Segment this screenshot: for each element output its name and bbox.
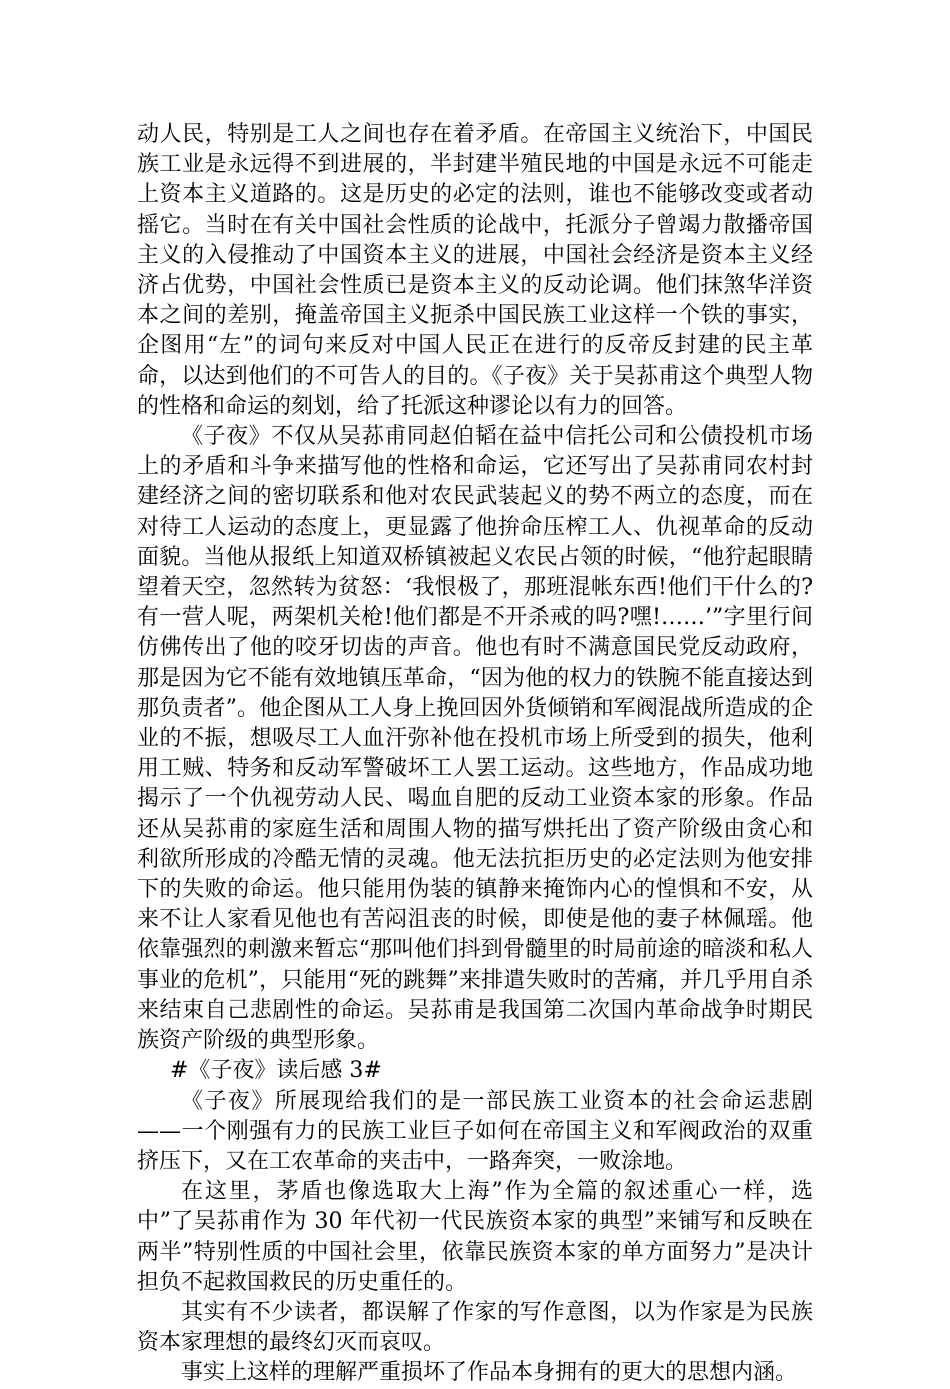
paragraph-1: 动人民，特别是工人之间也存在着矛盾。在帝国主义统治下，中国民族工业是永远得不到进展的，半封建半殖民地的中国是永远不可能走上资本主义道路的。这是历史的必定的法则，谁也不能够改变或者动摇它。当时在有关中国社会性质的论战中，托派分子曾竭力散播帝国主义的入侵推动了中国资本主义的进展，中国社会经济是资本主义经济占优势，中国社会性质已是资本主义的反动论调。他们抹煞华洋资本之间的差别，掩盖帝国主义扼杀中国民族工业这样一个铁的事实，企图用“左”的词句来反对中国人民正在进行的反帝反封建的民主革命，以达到他们的不可告人的目的。《子夜》关于吴荪甫这个典型人物的性格和命运的刻划，给了托派这种谬论以有力的回答。 (137, 122, 813, 419)
paragraph-3: 《子夜》所展现给我们的是一部民族工业资本的社会命运悲剧——一个刚强有力的民族工业巨子如何在帝国主义和军阀政治的双重挤压下，又在工农革命的夹击中，一路奔突，一败涂地。 (137, 1088, 813, 1174)
paragraph-2: 《子夜》不仅从吴荪甫同赵伯韬在益中信托公司和公债投机市场上的矛盾和斗争来描写他的性格和命运，它还写出了吴荪甫同农村封建经济之间的密切联系和他对农民武装起义的势不两立的态度，而在对待工人运动的态度上，更显露了他拚命压榨工人、仇视革命的反动面貌。当他从报纸上知道双桥镇被起义农民占领的时候，“他狞起眼睛望着天空，忽然转为贫怒：‘我恨极了，那班混帐东西!他们干什么的?有一营人呢，两架机关枪!他们都是不开杀戒的吗?嘿!……’”字里行间仿佛传出了他的咬牙切齿的声音。他也有时不满意国民党反动政府，那是因为它不能有效地镇压革命，“因为他的权力的铁腕不能直接达到那负责者”。他企图从工人身上挽回因外货倾销和军阀混战所造成的企业的不振，想吸尽工人血汗弥补他在投机市场上所受到的损失，他利用工贼、特务和反动军警破坏工人罢工运动。这些地方，作品成功地揭示了一个仇视劳动人民、喝血自肥的反动工业资本家的形象。作品还从吴荪甫的家庭生活和周围人物的描写烘托出了资产阶级由贪心和利欲所形成的冷酷无情的灵魂。他无法抗拒历史的必定法则为他安排下的失败的命运。他只能用伪装的镇静来掩饰内心的惶惧和不安，从来不让人家看见他也有苦闷沮丧的时候，即使是他的妻子林佩瑶。他依靠强烈的刺激来暂忘“那叫他们抖到骨髓里的时局前途的暗淡和私人事业的危机”，只能用“死的跳舞”来排遣失败时的苦痛，并几乎用自杀来结束自己悲剧性的命运。吴荪甫是我国第二次国内革命战争时期民族资产阶级的典型形象。 (137, 424, 814, 1054)
document-page (137, 120, 813, 1389)
paragraph-6: 事实上这样的理解严重损坏了作品本身拥有的更大的思想内涵。 (181, 1360, 798, 1386)
paragraph-5: 其实有不少读者，都误解了作家的写作意图，以为作家是为民族资本家理想的最终幻灭而哀叹。 (137, 1299, 813, 1356)
paragraph-4: 在这里，茅盾也像选取大上海”作为全篇的叙述重心一样，选中”了吴荪甫作为 30 年代初一代民族资本家的典型”来铺写和反映在两半”特别性质的中国社会里，依靠民族资本家的单方面努力”是决计担负不起救国救民的历史重任的。 (137, 1179, 813, 1295)
section-heading: #《子夜》读后感 3# (170, 1058, 382, 1084)
